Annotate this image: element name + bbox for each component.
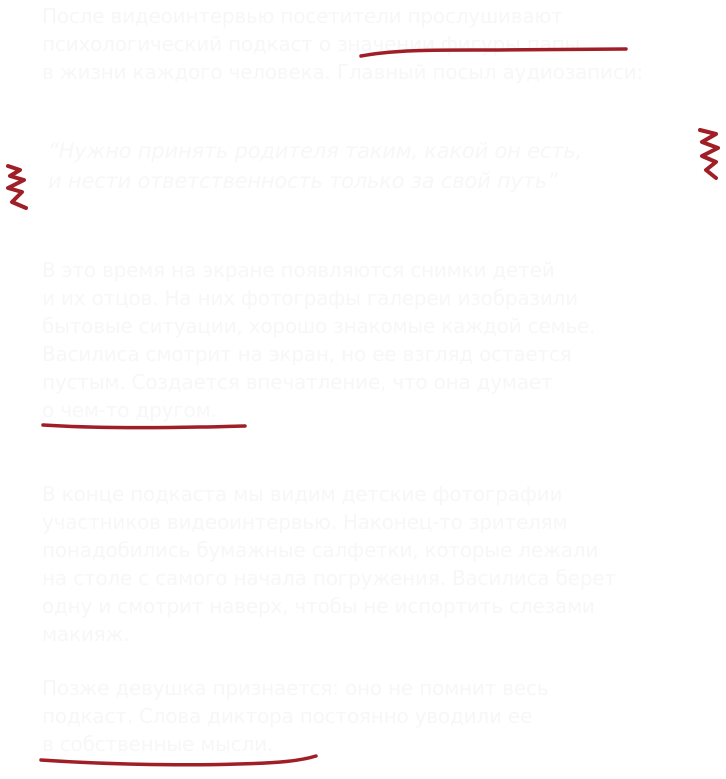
paragraph-line: Василиса смотрит на экран, но ее взгляд остается — [42, 342, 572, 366]
paragraph-line: психологический подкаст о значении фигуры папы — [42, 32, 581, 56]
paragraph-line: о чем-то другом. — [42, 398, 217, 422]
paragraph-line: В конце подкаста мы видим детские фотографии — [42, 482, 563, 506]
paragraph-line: В это время на экране появляются снимки детей — [42, 258, 555, 282]
paragraph-line: одну и смотрит наверх, чтобы не испортить слезами — [42, 594, 595, 618]
paragraph-afterwards — [42, 674, 548, 758]
paragraph-line: макияж. — [42, 622, 130, 646]
right-quote-mark-icon — [694, 126, 724, 184]
paragraph-line: и их отцов. На них фотографы галереи изобразили — [42, 286, 579, 310]
paragraph-line: в жизни каждого человека. Главный посыл аудиозаписи: — [42, 60, 643, 84]
pull-quote — [48, 136, 582, 196]
paragraph-line: в собственные мысли. — [42, 732, 274, 756]
quote-line: и нести ответственность только за свой путь” — [48, 169, 558, 193]
paragraph-podcast-end — [42, 480, 616, 648]
paragraph-line: бытовые ситуации, хорошо знакомые каждой семье. — [42, 314, 596, 338]
paragraph-line: на столе с самого начала погружения. Василиса берет — [42, 566, 616, 590]
paragraph-line: участников видеоинтервью. Наконец-то зрителям — [42, 510, 568, 534]
left-quote-mark-icon — [2, 162, 32, 212]
paragraph-line: После видеоинтервью посетители прослушивают — [42, 4, 563, 28]
brush-underline-icon — [38, 752, 320, 772]
paragraph-line: Позже девушка признается: оно не помнит весь — [42, 676, 549, 700]
brush-underline-icon — [358, 44, 630, 62]
paragraph-line: понадобились бумажные салфетки, которые лежали — [42, 538, 599, 562]
brush-underline-icon — [40, 418, 248, 434]
paragraph-line: пустым. Создается впечатление, что она думает — [42, 370, 553, 394]
quote-line: “Нужно принять родителя таким, какой он есть, — [48, 139, 582, 163]
paragraph-screen — [42, 256, 595, 424]
paragraph-line: подкаст. Слова диктора постоянно уводили ее — [42, 704, 533, 728]
